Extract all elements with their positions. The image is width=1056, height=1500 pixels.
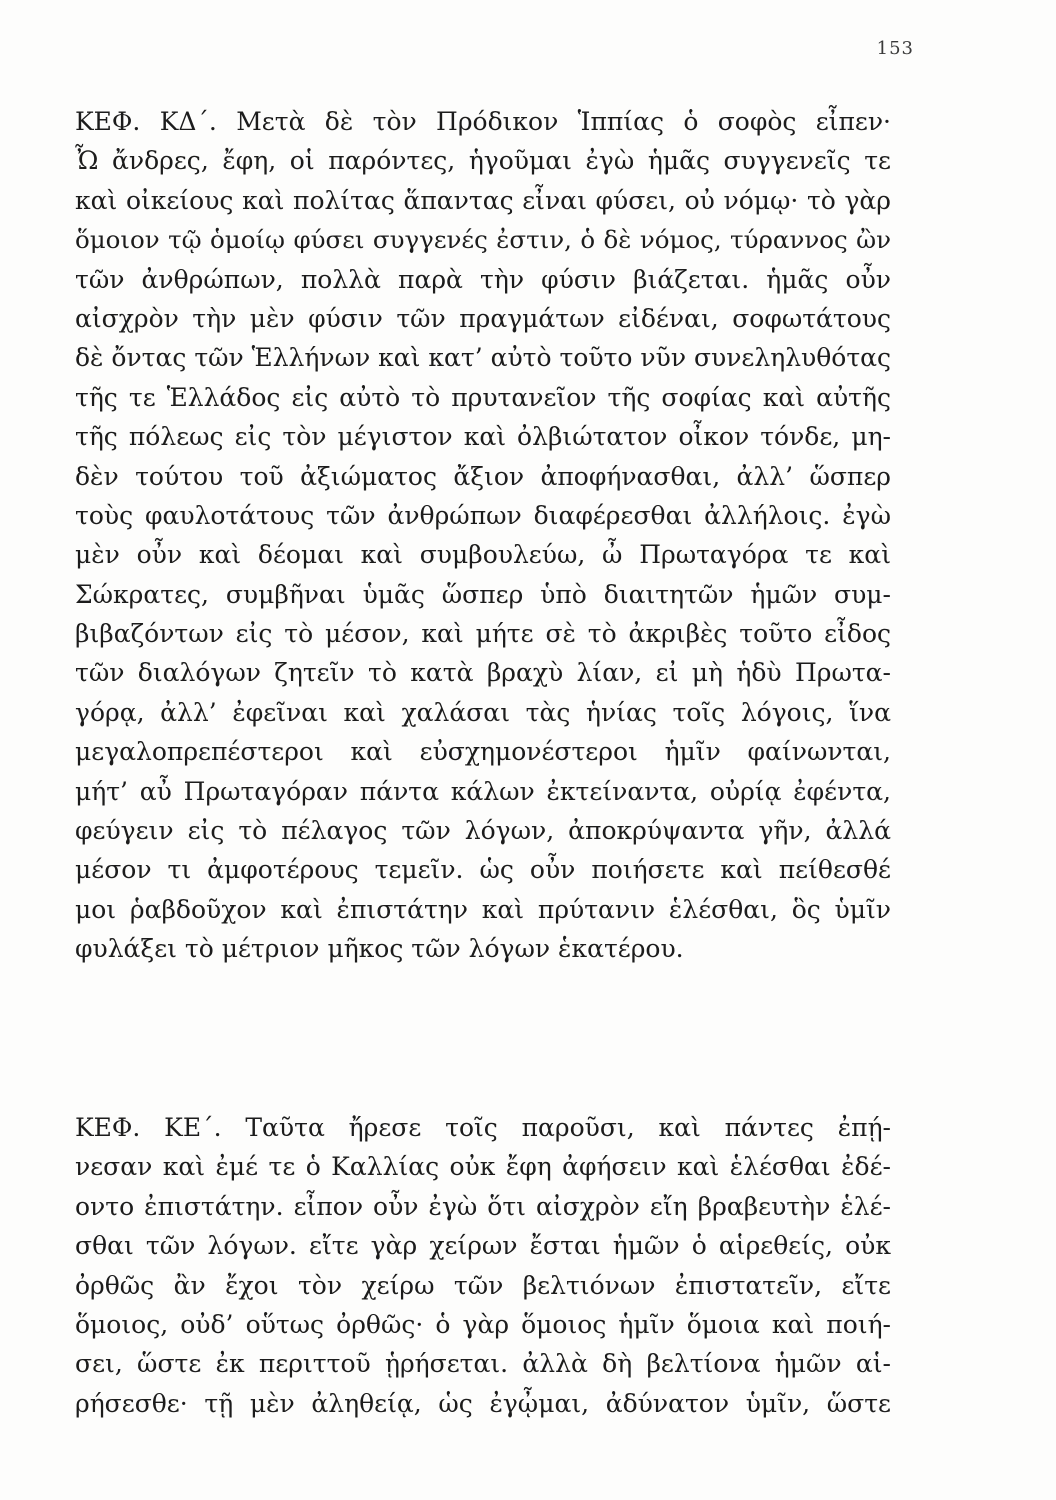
text-line: ὅμοιον τῷ ὁμοίῳ φύσει συγγενές ἐστιν, ὁ δὲ νόμος, τύραννος ὢν: [75, 225, 891, 255]
text-line: τοὺς φαυλοτάτους τῶν ἀνθρώπων διαφέρεσθαι ἀλλήλοις. ἐγὼ: [75, 500, 891, 530]
text-line: δὲν τούτου τοῦ ἀξιώματος ἄξιον ἀποφήνασθαι, ἀλλ’ ὥσπερ: [75, 461, 891, 491]
text-line: Σώκρατες, συμβῆναι ὑμᾶς ὥσπερ ὑπὸ διαιτητῶν ἡμῶν συμ-: [75, 579, 891, 609]
text-line: καὶ οἰκείους καὶ πολίτας ἅπαντας εἶναι φύσει, οὐ νόμῳ· τὸ γὰρ: [75, 185, 891, 215]
text-line: δὲ ὄντας τῶν Ἑλλήνων καὶ κατ’ αὐτὸ τοῦτο νῦν συνεληλυθότας: [75, 343, 892, 373]
text-line: ὅμοιος, οὐδ’ οὕτως ὀρθῶς· ὁ γὰρ ὅμοιος ἡμῖν ὅμοια καὶ ποιή-: [75, 1309, 891, 1339]
text-line: φεύγειν εἰς τὸ πέλαγος τῶν λόγων, ἀποκρύψαντα γῆν, ἀλλά: [75, 816, 891, 846]
text-line: μοι ῥαβδοῦχον καὶ ἐπιστάτην καὶ πρύτανιν ἑλέσθαι, ὃς ὑμῖν: [75, 894, 891, 924]
text-line: Ὦ ἄνδρες, ἔφη, οἱ παρόντες, ἡγοῦμαι ἐγὼ ἡμᾶς συγγενεῖς τε: [75, 146, 891, 176]
text-line: νεσαν καὶ ἐμέ τε ὁ Καλλίας οὐκ ἔφη ἀφήσειν καὶ ἑλέσθαι ἐδέ-: [75, 1152, 891, 1182]
text-line: τῆς τε Ἑλλάδος εἰς αὐτὸ τὸ πρυτανεῖον τῆς σοφίας καὶ αὐτῆς: [75, 382, 891, 412]
text-line: ρήσεσθε· τῇ μὲν ἀληθείᾳ, ὡς ἐγᾦμαι, ἀδύνατον ὑμῖν, ὥστε: [75, 1388, 891, 1418]
text-line: φυλάξει τὸ μέτριον μῆκος τῶν λόγων ἑκατέρου.: [75, 934, 684, 964]
text-line: μήτ’ αὖ Πρωταγόραν πάντα κάλων ἐκτείναντα, οὐρίᾳ ἐφέντα,: [75, 776, 891, 806]
text-line: τῆς πόλεως εἰς τὸν μέγιστον καὶ ὀλβιώτατον οἶκον τόνδε, μη-: [75, 422, 891, 452]
text-line: τῶν διαλόγων ζητεῖν τὸ κατὰ βραχὺ λίαν, εἰ μὴ ἡδὺ Πρωτα-: [75, 658, 891, 688]
text-line: αἰσχρὸν τὴν μὲν φύσιν τῶν πραγμάτων εἰδέναι, σοφωτάτους: [75, 303, 891, 333]
page-number: 153: [876, 38, 914, 59]
text-line: τῶν ἀνθρώπων, πολλὰ παρὰ τὴν φύσιν βιάζεται. ἡμᾶς οὖν: [75, 264, 891, 294]
text-line: ΚΕΦ. ΚΕ΄. Ταῦτα ἤρεσε τοῖς παροῦσι, καὶ πάντες ἐπῄ-: [75, 1113, 891, 1142]
chapter-ke-text: [75, 1108, 891, 1423]
text-line: μεγαλοπρεπέστεροι καὶ εὐσχημονέστεροι ἡμῖν φαίνωνται,: [75, 737, 891, 767]
text-line: βιβαζόντων εἰς τὸ μέσον, καὶ μήτε σὲ τὸ ἀκριβὲς τοῦτο εἶδος: [75, 619, 891, 649]
text-line: μὲν οὖν καὶ δέομαι καὶ συμβουλεύω, ὦ Πρωταγόρα τε καὶ: [75, 540, 891, 570]
chapter-kd-text: [75, 102, 891, 969]
text-line: ὀρθῶς ἂν ἔχοι τὸν χείρω τῶν βελτιόνων ἐπιστατεῖν, εἴτε: [75, 1270, 891, 1300]
text-line: σει, ὥστε ἐκ περιττοῦ ᾑρήσεται. ἀλλὰ δὴ βελτίονα ἡμῶν αἱ-: [75, 1349, 891, 1379]
text-line: ΚΕΦ. ΚΔ΄. Μετὰ δὲ τὸν Πρόδικον Ἱππίας ὁ σοφὸς εἶπεν·: [75, 107, 891, 136]
text-line: σθαι τῶν λόγων. εἴτε γὰρ χείρων ἔσται ἡμῶν ὁ αἱρεθείς, οὐκ: [75, 1231, 891, 1261]
text-line: μέσον τι ἀμφοτέρους τεμεῖν. ὡς οὖν ποιήσετε καὶ πείθεσθέ: [75, 855, 891, 885]
text-line: γόρᾳ, ἀλλ’ ἐφεῖναι καὶ χαλάσαι τὰς ἡνίας τοῖς λόγοις, ἵνα: [75, 697, 891, 727]
text-line: οντο ἐπιστάτην. εἶπον οὖν ἐγὼ ὅτι αἰσχρὸν εἴη βραβευτὴν ἑλέ-: [75, 1191, 891, 1221]
